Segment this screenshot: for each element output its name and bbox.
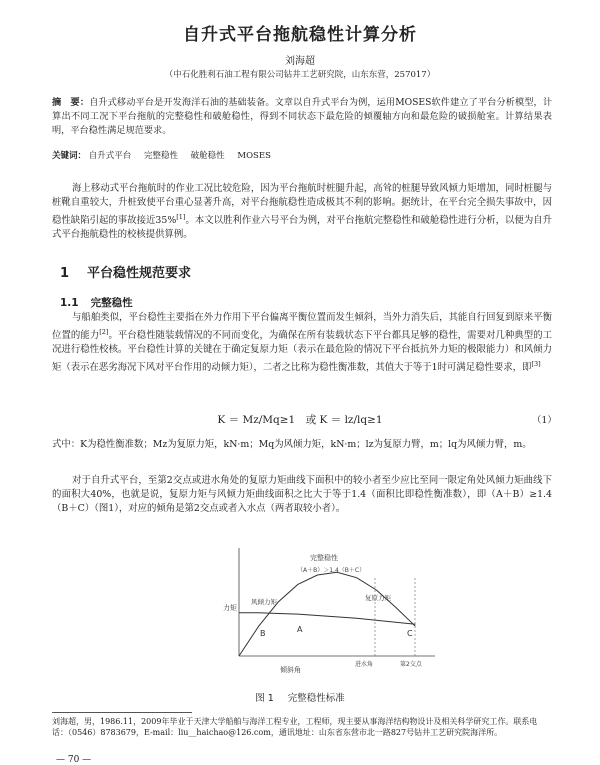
keywords [52, 149, 281, 161]
keyword: 破舱稳性 [190, 151, 225, 161]
chart-title: 完整稳性 [310, 554, 338, 562]
citation: [3] [531, 360, 541, 369]
keyword: 自升式平台 [88, 151, 132, 161]
abstract [52, 96, 552, 138]
keyword: MOSES [237, 151, 271, 161]
abstract-label: 摘 要： [52, 97, 90, 108]
abstract-text: 自升式移动平台是开发海洋石油的基础装备。文章以自升式平台为例，运用MOSES软件建立了平台分析模型，计算出不同工况下平台拖航的完整稳性和破舱稳性，得到不同状态下最危险的倾覆轴方向和最危险的破损舱室。计算结果表明，平台稳性满足规范要求。 [52, 97, 553, 136]
series-label-righting: 复原力矩 [365, 594, 391, 602]
paper-title: 自升式平台拖航稳性计算分析 [183, 25, 417, 45]
x-tick-label: 第2交点 [400, 661, 422, 668]
section-heading: 1 平台稳性规范要求 [60, 266, 192, 281]
citation: [2] [99, 328, 109, 336]
stability-paragraph: 与船舶类似，平台稳性主要指在外力作用下平台偏离平衡位置而发生倾斜，当外力消失后，其能自行回复到原来平衡位置的能力[2]。平台稳性随装载情况的不同而变化，为确保在所有装载状态下平台都具足够的稳性，需要对几种典型的工况进行稳性校核。平台稳性计算的关键在于确定复原力矩（表示在最危险的情况下平台抵抗外力矩的极限能力）和风倾力矩（表示在恶劣海况下风对平台作用的动倾力矩），二者之比称为稳性衡准数，其值大于等于1时可满足稳性要求，即[3] [52, 312, 552, 374]
region-label-b: B [260, 629, 266, 638]
symbol-definitions: 式中：K为稳性衡准数；Mz为复原力矩，kN·m；Mq为风倾力矩，kN·m；lz为复原力臂，m；lq为风倾力臂，m。 [52, 439, 532, 450]
stability-chart [215, 538, 445, 678]
y-axis-label: 力矩 [223, 604, 237, 612]
page-number: — 70 — [56, 755, 92, 765]
citation: [1] [176, 213, 186, 221]
x-tick-label: 进水角 [355, 661, 374, 668]
author: 刘海超 [285, 56, 315, 67]
criterion-paragraph: 对于自升式平台，至第2交点或进水角处的复原力矩曲线下面积中的较小者至少应比至同一限定角处风倾力矩曲线下的面积大40%，也就是说，复原力矩与风倾力矩曲线面积之比大于等于1.4（面积比即稳性衡准数），即（A＋B）≥1.4（B＋C）（图1），对应的倾角是第2交点或者入水点（两者取较小者）。 [52, 475, 552, 514]
intro-paragraph: 海上移动式平台拖航时的作业工况比较危险，因为平台拖航时桩腿升起，高耸的桩腿导致风倾力矩增加，同时桩腿与桩靴自重较大，升桩致使平台重心显著升高，对平台拖航稳性造成极其不利的影响。据统计，在平台完全损失事故中，因稳性缺陷引起的事故接近35%[1]。本文以胜利作业六号平台为例，对平台拖航完整稳性和破舱稳性进行分析，以便为自升式平台拖航稳性的校核提供算例。 [52, 183, 552, 241]
author-footnote: 刘海超，男，1986.11，2009年毕业于天津大学船舶与海洋工程专业，工程师，现主要从事海洋结构物设计及相关科学研究工作。联系电话：（0546）8783679，E-mail：liu__haichao@126.com，通讯地址：山东省东营市北一路827号钻井工艺研究院海洋所。 [52, 717, 538, 737]
figure-caption: 图 1 完整稳性标准 [255, 693, 345, 704]
equation-number: （1） [532, 415, 557, 426]
subsection-heading: 1.1 完整稳性 [60, 297, 133, 309]
keywords-label: 关键词： [52, 151, 87, 161]
equation: K ＝ Mz/Mq≥1 或 K ＝ lz/lq≥1 [217, 414, 383, 426]
x-axis-label: 倾斜角 [280, 666, 301, 674]
region-label-a: A [297, 625, 303, 634]
keyword: 完整稳性 [143, 151, 178, 161]
footnote-rule [52, 712, 192, 713]
chart-criterion: （A＋B）＞1.4（B＋C） [297, 567, 366, 574]
region-label-c: C [407, 629, 413, 638]
series-label-heeling: 风倾力矩 [251, 598, 277, 606]
affiliation: （中石化胜利石油工程有限公司钻井工艺研究院，山东东营，257017） [164, 70, 436, 80]
righting-moment-curve [239, 572, 415, 656]
